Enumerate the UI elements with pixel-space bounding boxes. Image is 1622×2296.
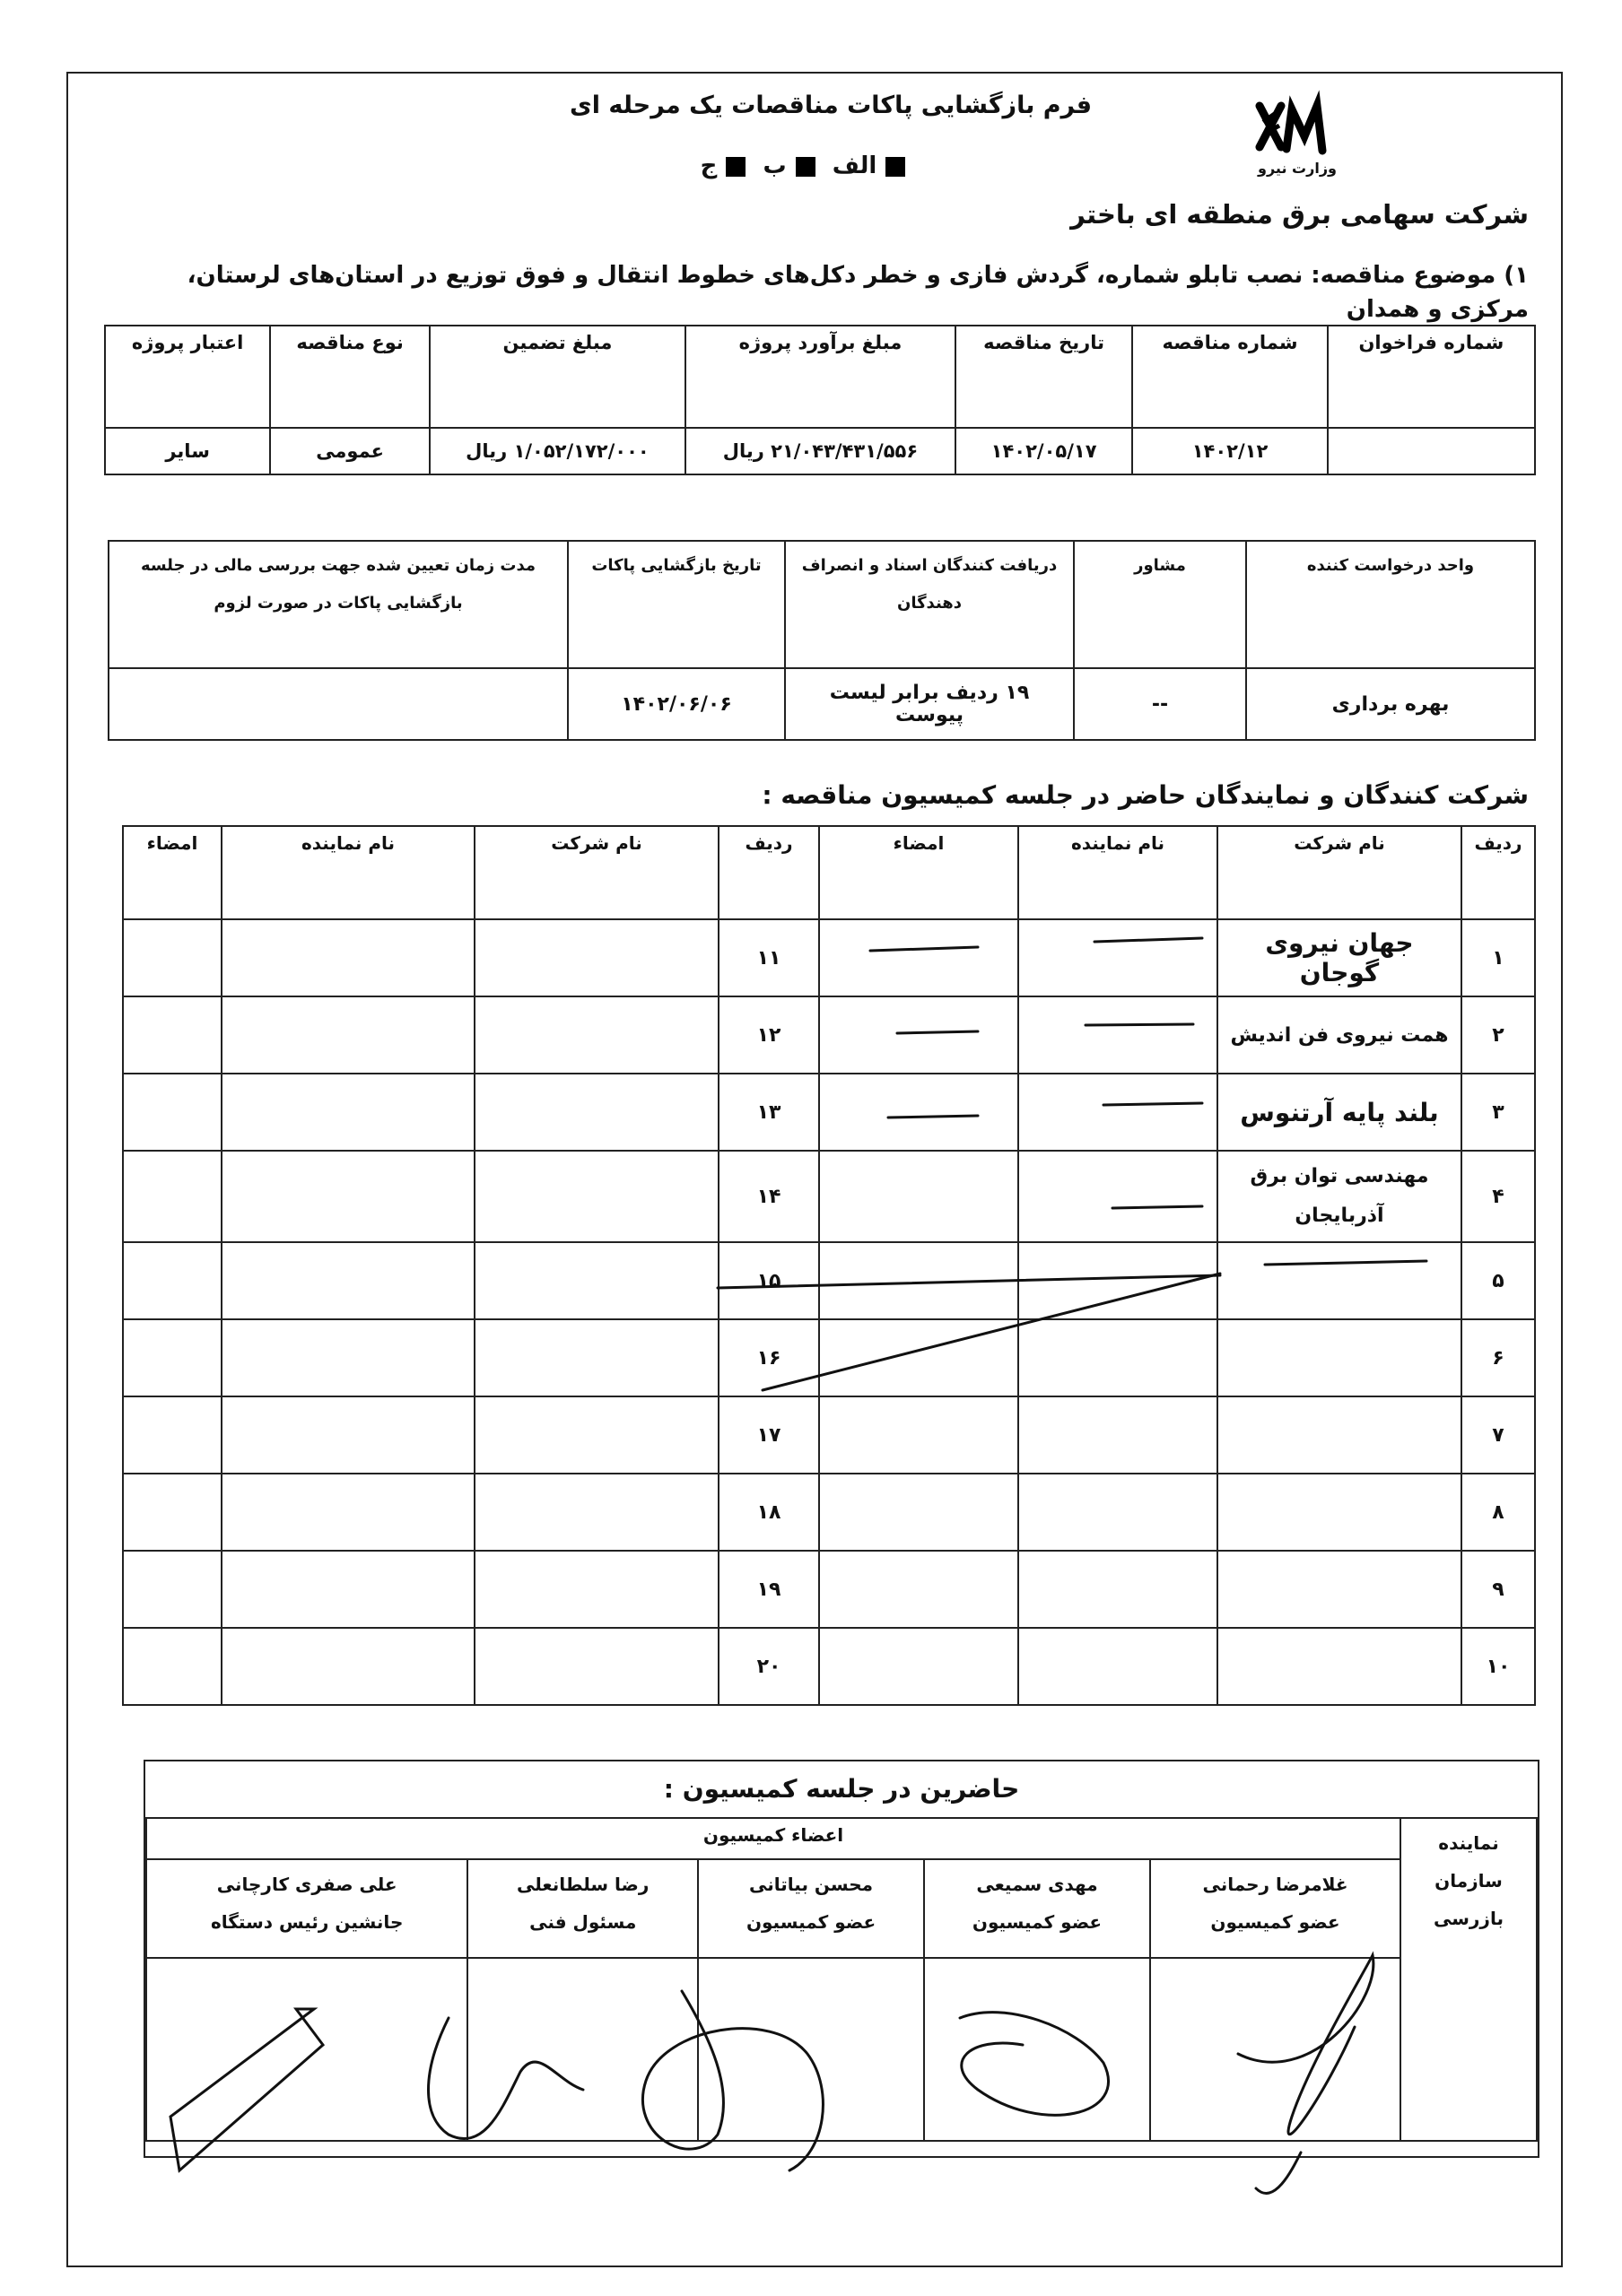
option-label: ب	[763, 152, 787, 179]
value-financial-review-time	[109, 668, 568, 740]
header-signature: امضاء	[123, 826, 222, 919]
row-number: ۸	[1461, 1474, 1535, 1551]
tender-subject	[102, 258, 1529, 326]
company-name-cell	[1217, 1319, 1461, 1396]
signature-cell	[123, 1242, 222, 1319]
row-number: ۴	[1461, 1151, 1535, 1242]
signature-cell	[819, 1396, 1018, 1474]
table-row	[123, 996, 1535, 1074]
row-number: ۱۴	[719, 1151, 819, 1242]
member-cell	[924, 1859, 1150, 1958]
signature-cell	[819, 1628, 1018, 1705]
company-name-cell	[475, 1474, 719, 1551]
row-number: ۱۵	[719, 1242, 819, 1319]
header-requesting-unit: واحد درخواست کننده	[1246, 541, 1535, 668]
company-name-cell: مهندسی توان برق آذربایجان	[1217, 1151, 1461, 1242]
signature-cell	[123, 1396, 222, 1474]
company-name-cell	[475, 1319, 719, 1396]
header-company: نام شرکت	[1217, 826, 1461, 919]
company-name-cell	[475, 1151, 719, 1242]
option-label: الف	[832, 152, 877, 179]
representative-cell	[1018, 1551, 1217, 1628]
signature-cell	[123, 1474, 222, 1551]
member-role: جانشین رئیس دستگاه	[210, 1911, 404, 1933]
member-name: محسن بیاتانی	[749, 1874, 874, 1895]
company-name-cell	[475, 1628, 719, 1705]
tender-type-options	[535, 152, 1073, 179]
signature-cell	[123, 1074, 222, 1151]
representative-cell	[222, 919, 475, 996]
row-number: ۱۳	[719, 1074, 819, 1151]
representative-cell	[222, 1074, 475, 1151]
representative-cell	[1018, 1628, 1217, 1705]
header-company: نام شرکت	[475, 826, 719, 919]
row-number: ۵	[1461, 1242, 1535, 1319]
representative-cell	[222, 1628, 475, 1705]
representative-cell	[222, 1474, 475, 1551]
header-signature: امضاء	[819, 826, 1018, 919]
value-project-credit: سایر	[105, 428, 270, 474]
member-signature-cell	[1150, 1958, 1400, 2141]
signature-cell	[123, 996, 222, 1074]
members-label: اعضاء کمیسیون	[146, 1818, 1400, 1859]
value-call-number	[1328, 428, 1535, 474]
table-row	[123, 1151, 1535, 1242]
representative-cell	[1018, 919, 1217, 996]
row-number: ۱۰	[1461, 1628, 1535, 1705]
inspector-label: نماینده سازمان بازرسی	[1400, 1818, 1537, 2141]
member-signature-cell	[698, 1958, 924, 2141]
header-guarantee: مبلغ تضمین	[430, 326, 685, 428]
representative-cell	[1018, 1151, 1217, 1242]
subject-label: ۱) موضوع مناقصه:	[1311, 262, 1529, 289]
signature-cell	[819, 1242, 1018, 1319]
member-signature-cell	[146, 1958, 467, 2141]
commission-title: حاضرین در جلسه کمیسیون :	[663, 1774, 1020, 1804]
value-tender-date: ۱۴۰۲/۰۵/۱۷	[955, 428, 1132, 474]
row-number: ۱۸	[719, 1474, 819, 1551]
company-name-cell	[1217, 1628, 1461, 1705]
company-name-cell	[475, 1396, 719, 1474]
signature-cell	[123, 1628, 222, 1705]
signature-cell	[123, 919, 222, 996]
value-document-recipients: ۱۹ ردیف برابر لیست پیوست	[785, 668, 1074, 740]
header-opening-date: تاریخ بازگشایی پاکات	[568, 541, 785, 668]
representative-cell	[222, 1242, 475, 1319]
company-name-cell	[475, 996, 719, 1074]
signature-cell	[819, 1151, 1018, 1242]
member-name: غلامرضا رحمانی	[1202, 1874, 1348, 1895]
participants-table	[122, 825, 1536, 1706]
checkbox-be[interactable]	[796, 157, 815, 177]
table-row	[123, 1628, 1535, 1705]
row-number: ۱۱	[719, 919, 819, 996]
signature-cell	[819, 1551, 1018, 1628]
member-name: رضا سلطانعلی	[517, 1874, 650, 1895]
member-name: علی صفری کارچانی	[216, 1874, 397, 1895]
representative-cell	[222, 1151, 475, 1242]
header-document-recipients: دریافت کنندگان اسناد و انصراف دهندگان	[785, 541, 1074, 668]
company-name-cell	[1217, 1242, 1461, 1319]
header-project-credit: اعتبار پروژه	[105, 326, 270, 428]
representative-cell	[222, 1396, 475, 1474]
company-name-cell	[475, 1551, 719, 1628]
value-tender-number: ۱۴۰۲/۱۲	[1132, 428, 1328, 474]
header-estimate: مبلغ برآورد پروژه	[685, 326, 955, 428]
table-row	[123, 1396, 1535, 1474]
representative-cell	[1018, 1396, 1217, 1474]
table-row	[123, 1551, 1535, 1628]
member-signature-cell	[924, 1958, 1150, 2141]
signature-cell	[819, 1074, 1018, 1151]
signature-cell	[123, 1551, 222, 1628]
member-cell	[146, 1859, 467, 1958]
representative-cell	[222, 1551, 475, 1628]
row-number: ۱۶	[719, 1319, 819, 1396]
value-guarantee: ۱/۰۵۲/۱۷۲/۰۰۰ ریال	[430, 428, 685, 474]
company-name-cell	[1217, 1551, 1461, 1628]
table-row	[123, 1242, 1535, 1319]
member-name: مهدی سمیعی	[976, 1874, 1098, 1895]
header-tender-date: تاریخ مناقصه	[955, 326, 1132, 428]
member-cell	[1150, 1859, 1400, 1958]
row-number: ۱	[1461, 919, 1535, 996]
row-number: ۹	[1461, 1551, 1535, 1628]
value-tender-type: عمومی	[270, 428, 430, 474]
commission-table	[145, 1817, 1538, 2142]
value-requesting-unit: بهره برداری	[1246, 668, 1535, 740]
header-financial-review-time: مدت زمان تعیین شده جهت بررسی مالی در جلسه بازگشایی پاکات در صورت لزوم	[109, 541, 568, 668]
company-name: شرکت سهامی برق منطقه ای باختر	[1070, 199, 1529, 230]
company-name-cell: بلند پایه آرتنوس	[1217, 1074, 1461, 1151]
ministry-logo	[1249, 86, 1347, 167]
commission-box	[144, 1760, 1539, 2158]
header-representative: نام نماینده	[1018, 826, 1217, 919]
table-row	[123, 1319, 1535, 1396]
member-cell	[467, 1859, 698, 1958]
form-title: فرم بازگشایی پاکات مناقصات یک مرحله ای	[569, 91, 1093, 119]
row-number: ۶	[1461, 1319, 1535, 1396]
header-consultant: مشاور	[1074, 541, 1246, 668]
signature-cell	[819, 1319, 1018, 1396]
option-label: ج	[700, 152, 718, 179]
header-row: ردیف	[719, 826, 819, 919]
signature-cell	[819, 1474, 1018, 1551]
subject-text: نصب تابلو شماره، گردش فازی و خطر دکل‌های خطوط انتقال و فوق توزیع در استان‌های لرستان، مرکزی و همدان	[187, 262, 1529, 323]
representative-cell	[1018, 1474, 1217, 1551]
row-number: ۳	[1461, 1074, 1535, 1151]
value-consultant: --	[1074, 668, 1246, 740]
representative-cell	[1018, 1074, 1217, 1151]
header-tender-type: نوع مناقصه	[270, 326, 430, 428]
signature-cell	[123, 1319, 222, 1396]
company-name-cell: جهان نیروی گوجان	[1217, 919, 1461, 996]
row-number: ۲۰	[719, 1628, 819, 1705]
table-row	[123, 1074, 1535, 1151]
company-name-cell	[475, 919, 719, 996]
form-page	[66, 72, 1563, 2267]
company-name-cell: همت نیروی فن اندیش	[1217, 996, 1461, 1074]
table-row	[123, 1474, 1535, 1551]
company-name-cell	[1217, 1396, 1461, 1474]
row-number: ۱۲	[719, 996, 819, 1074]
row-number: ۲	[1461, 996, 1535, 1074]
representative-cell	[1018, 1319, 1217, 1396]
representative-cell	[1018, 996, 1217, 1074]
company-name-cell	[475, 1074, 719, 1151]
representative-cell	[222, 996, 475, 1074]
row-number: ۱۹	[719, 1551, 819, 1628]
logo-text: وزارت نیرو	[1258, 160, 1337, 177]
opening-info-table	[108, 540, 1536, 741]
representative-cell	[222, 1319, 475, 1396]
header-representative: نام نماینده	[222, 826, 475, 919]
value-opening-date: ۱۴۰۲/۰۶/۰۶	[568, 668, 785, 740]
member-role: عضو کمیسیون	[1210, 1911, 1340, 1933]
representative-cell	[1018, 1242, 1217, 1319]
signature-cell	[123, 1151, 222, 1242]
signature-cell	[819, 919, 1018, 996]
table-row	[123, 919, 1535, 996]
member-role: عضو کمیسیون	[972, 1911, 1103, 1933]
signature-cell	[819, 996, 1018, 1074]
participants-title: شرکت کنندگان و نمایندگان حاضر در جلسه کمیسیون مناقصه :	[762, 780, 1529, 810]
member-role: عضو کمیسیون	[746, 1911, 876, 1933]
member-role: مسئول فنی	[529, 1911, 637, 1933]
member-signature-cell	[467, 1958, 698, 2141]
value-estimate: ۲۱/۰۴۳/۴۳۱/۵۵۶ ریال	[685, 428, 955, 474]
tender-info-table	[104, 325, 1536, 475]
member-cell	[698, 1859, 924, 1958]
checkbox-jim[interactable]	[726, 157, 746, 177]
header-row: ردیف	[1461, 826, 1535, 919]
row-number: ۷	[1461, 1396, 1535, 1474]
company-name-cell	[475, 1242, 719, 1319]
row-number: ۱۷	[719, 1396, 819, 1474]
header-call-number: شماره فراخوان	[1328, 326, 1535, 428]
company-name-cell	[1217, 1474, 1461, 1551]
header-tender-number: شماره مناقصه	[1132, 326, 1328, 428]
checkbox-alef[interactable]	[885, 157, 905, 177]
